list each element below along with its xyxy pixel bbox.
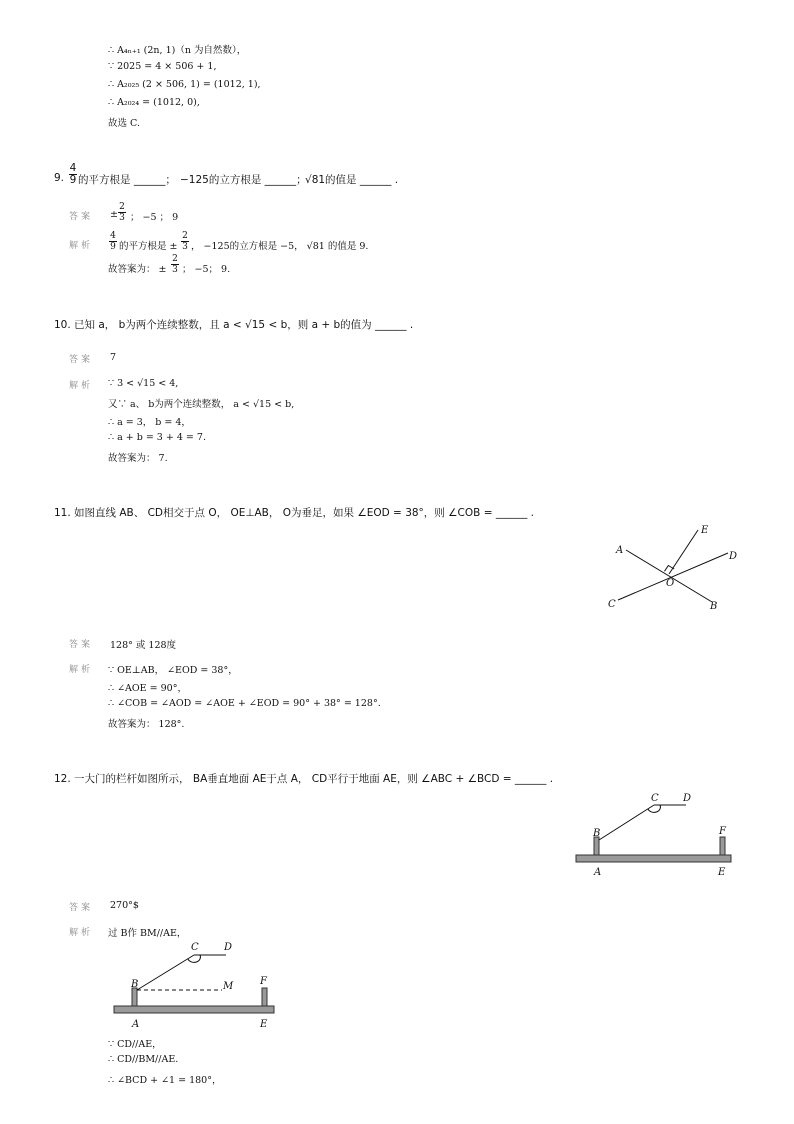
bar-bc [599, 805, 654, 840]
label-c: C [608, 599, 616, 610]
question-number: 9. [54, 172, 65, 184]
question-text: 12. 一大门的栏杆如图所示， BA垂直地面 AE于点 A， CD平行于地面 AE，则 ∠ABC + ∠BCD = ______ . [54, 773, 554, 785]
fraction-numerator: 4 [110, 231, 116, 241]
gate-railing-auxiliary-figure [108, 938, 283, 1033]
fraction-numerator: 2 [119, 202, 125, 212]
solution-line: 故答案为： 7. [108, 453, 168, 464]
solution-line-2a: 故答案为： ± [108, 264, 167, 275]
fraction-denominator: 9 [110, 242, 116, 252]
fraction-numerator: 4 [69, 162, 77, 174]
answer-label: 答案 [69, 640, 94, 650]
solution-line: ∵ CD//AE， [108, 1039, 162, 1050]
solution-line: ∴ ∠COB = ∠AOD = ∠AOE + ∠EOD = 90° + 38° = 128°. [108, 698, 381, 709]
answer-rest: ； −5 ； 9 [130, 212, 179, 223]
question-text-c: √81的值是 ______ . [305, 174, 399, 186]
question-text: 10. 已知 a， b为两个连续整数，且 a < √15 < b，则 a + b的值为 ______ . [54, 319, 414, 331]
solution-line: ∴ CD//BM//AE. [108, 1054, 179, 1065]
ground-bar [114, 1006, 274, 1013]
answer-value: 270°$ [110, 900, 139, 911]
answer-value: 7 [110, 352, 117, 363]
line-cd [618, 553, 728, 600]
gate-railing-figure [570, 790, 740, 882]
answer-label: 答案 [69, 355, 94, 365]
question-text-a: 的平方根是 ______； [78, 174, 176, 186]
analysis-label: 解析 [69, 928, 94, 938]
label-d: D [224, 942, 233, 953]
label-f: F [719, 826, 726, 837]
label-e: E [260, 1019, 268, 1030]
intersecting-lines-figure [600, 518, 750, 616]
fraction [69, 163, 77, 186]
fraction-numerator: 2 [182, 231, 188, 241]
prev-solution-line-1: ∴ A₄ₙ₊₁ (2n, 1)（n 为自然数）， [108, 45, 247, 56]
solution-line: 过 B作 BM//AE， [108, 928, 187, 939]
answer-label: 答案 [69, 903, 94, 913]
solution-line-1-fraction [181, 231, 189, 252]
ground-bar [576, 855, 731, 862]
fraction-denominator: 9 [69, 174, 77, 186]
post-ef [720, 837, 725, 855]
solution-line: ∴ a = 3， b = 4， [108, 417, 191, 428]
post-ef [262, 988, 267, 1006]
prev-solution-line-2: ∵ 2025 = 4 × 506 + 1, [108, 61, 217, 72]
fraction-denominator: 3 [172, 265, 178, 275]
analysis-label: 解析 [69, 241, 94, 251]
solution-line: ∵ 3 < √15 < 4, [108, 378, 179, 389]
solution-line: 又∵ a、 b为两个连续整数， a < √15 < b, [108, 399, 295, 410]
line-ab [626, 550, 712, 602]
solution-line-2b: ； −5； 9. [182, 264, 231, 275]
label-b: B [131, 979, 139, 990]
solution-line: ∴ ∠AOE = 90°， [108, 683, 187, 694]
bar-bc [137, 955, 194, 990]
fraction-denominator: 3 [182, 242, 188, 252]
label-d: D [683, 793, 692, 804]
label-m: M [223, 981, 234, 992]
post-ab [132, 988, 137, 1006]
answer-label: 答案 [69, 212, 94, 222]
analysis-label: 解析 [69, 381, 94, 391]
solution-fraction [109, 231, 117, 252]
label-f: F [260, 976, 267, 987]
label-a: A [132, 1019, 140, 1030]
prev-solution-line-5: 故选 C. [108, 118, 140, 129]
prev-solution-line-3: ∴ A₂₀₂₅ (2 × 506, 1) = (1012, 1), [108, 79, 261, 90]
post-ab [594, 837, 599, 855]
label-d: D [729, 551, 738, 562]
label-b: B [710, 601, 718, 612]
angle-mark [648, 805, 660, 812]
label-a: A [616, 545, 624, 556]
solution-line-1a: 的平方根是 ± [119, 241, 178, 252]
right-angle-mark [665, 566, 675, 572]
fraction-numerator: 2 [172, 254, 178, 264]
fraction-denominator: 3 [119, 213, 125, 223]
answer-prefix: ± [110, 209, 118, 220]
label-e: E [701, 525, 709, 536]
label-e: E [718, 867, 726, 878]
solution-line-2-fraction [171, 254, 179, 275]
answer-fraction [118, 202, 126, 223]
solution-line: 故答案为： 128°. [108, 719, 185, 730]
solution-line: ∴ a + b = 3 + 4 = 7. [108, 432, 206, 443]
label-c: C [191, 942, 199, 953]
solution-line: ∴ ∠BCD + ∠1 = 180°， [108, 1075, 222, 1086]
label-a: A [594, 867, 602, 878]
solution-line-1b: ， −125的立方根是 −5， √81 的值是 9. [191, 241, 369, 252]
question-text: 11. 如图直线 AB、 CD相交于点 O， OE⊥AB， O为垂足，如果 ∠EOD = 38°，则 ∠COB = ______ . [54, 507, 535, 519]
question-text-b: −125的立方根是 ______； [180, 174, 307, 186]
answer-value: 128° 或 128度 [110, 640, 177, 651]
prev-solution-line-4: ∴ A₂₀₂₄ = (1012, 0), [108, 97, 200, 108]
angle-mark [188, 955, 200, 962]
solution-line: ∵ OE⊥AB， ∠EOD = 38°， [108, 665, 238, 676]
label-c: C [651, 793, 659, 804]
label-o: O [666, 578, 675, 589]
label-b: B [593, 828, 601, 839]
analysis-label: 解析 [69, 665, 94, 675]
